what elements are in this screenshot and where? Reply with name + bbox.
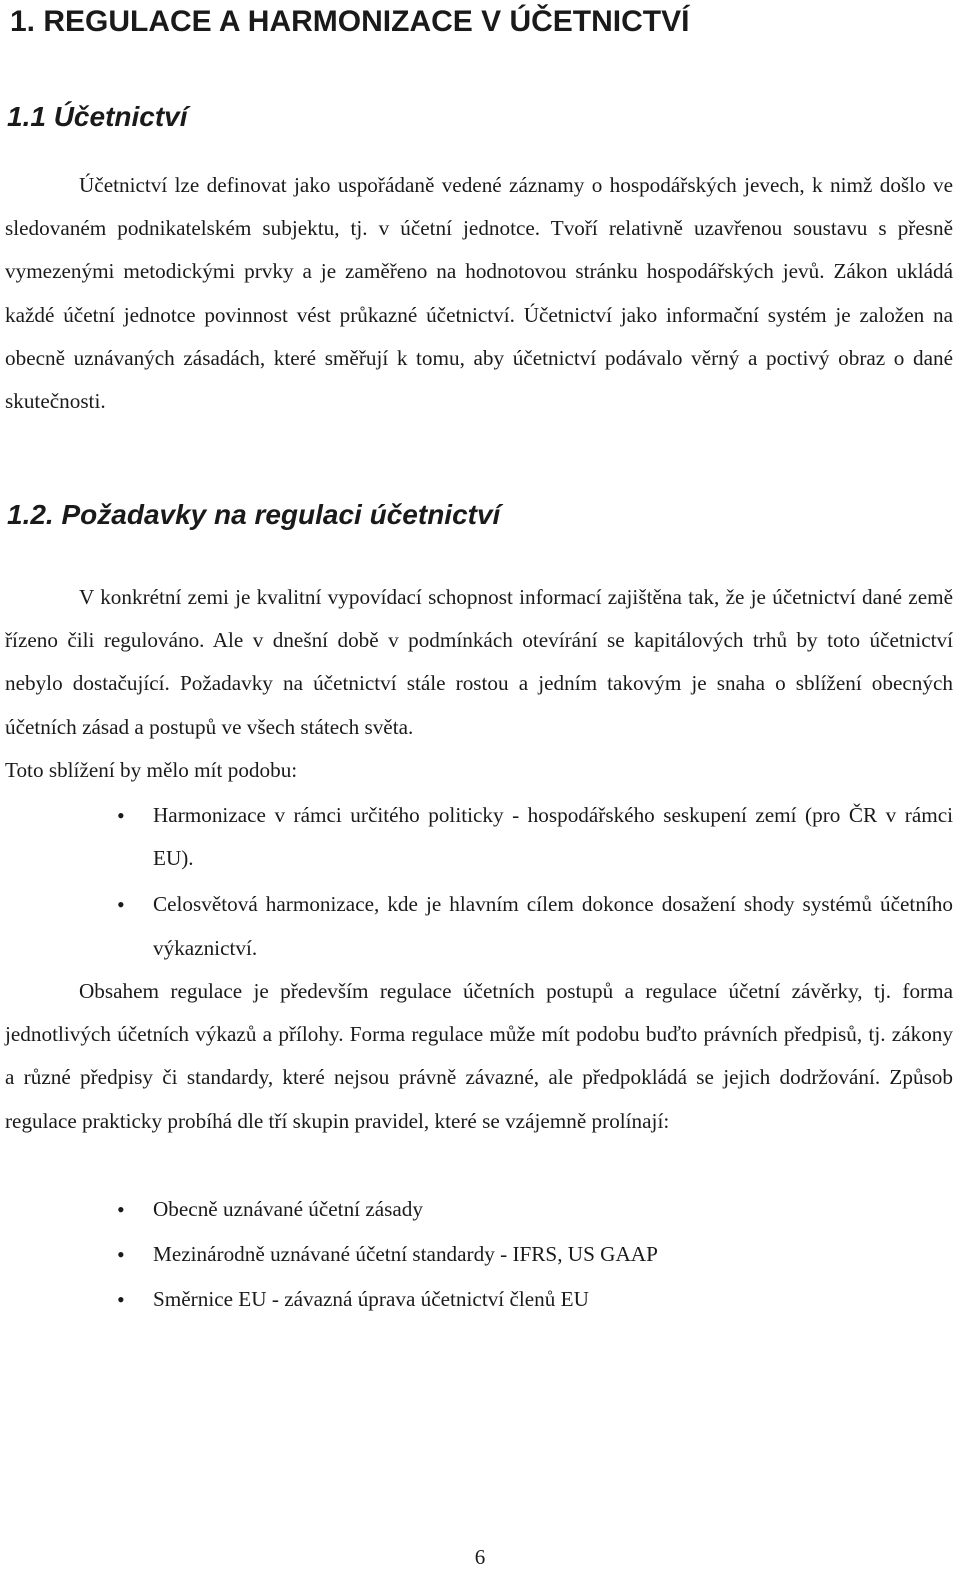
regulation-requirements-paragraph <box>5 576 953 792</box>
list-item-text: Harmonizace v rámci určitého politicky - hospodářského seskupení zemí (pro ČR v rámci EU). <box>153 803 953 871</box>
list-item <box>0 1188 953 1231</box>
convergence-form-intro: Toto sblížení by mělo mít podobu: <box>5 757 298 782</box>
chapter-heading: 1. REGULACE A HARMONIZACE V ÚČETNICTVÍ <box>10 5 690 38</box>
section-heading-regulation-requirements: 1.2. Požadavky na regulaci účetnictví <box>7 499 501 530</box>
list-item <box>0 883 953 969</box>
bullet-icon: • <box>117 1197 125 1222</box>
bullet-icon: • <box>117 1287 125 1312</box>
section-heading-accounting: 1.1 Účetnictví <box>7 101 188 132</box>
list-item-text: Směrnice EU - závazná úprava účetnictví členů EU <box>153 1287 589 1311</box>
regulation-requirements-text: V konkrétní zemi je kvalitní vypovídací schopnost informací zajištěna tak, že je účetnictví dané země řízeno čili regulováno. Ale v dnešní době v podmínkách otevírání se kapitálových trhů by toto účetnictví nebylo dostačující. Požadavky na účetnictví stále rostou a jedním takovým je snaha o sblížení obecných účetních zásad a postupů ve všech státech světa. <box>5 585 953 739</box>
bullet-icon: • <box>117 1242 125 1267</box>
page-number: 6 <box>474 1545 486 1569</box>
list-item <box>0 794 953 880</box>
list-item-text: Mezinárodně uznávané účetní standardy - IFRS, US GAAP <box>153 1242 658 1266</box>
list-item <box>0 1278 953 1321</box>
list-item <box>0 1233 953 1276</box>
regulation-content-paragraph: Obsahem regulace je především regulace účetních postupů a regulace účetní závěrky, tj. forma jednotlivých účetních výkazů a přílohy. Forma regulace může mít podobu buďto právních předpisů, tj. zákony a různé předpisy či standardy, které nejsou právně závazné, ale předpokládá se jejich dodržování. Způsob regulace prakticky probíhá dle tří skupin pravidel, které se vzájemně prolínají: <box>5 979 953 1133</box>
list-item-text: Obecně uznávané účetní zásady <box>153 1197 423 1221</box>
bullet-icon: • <box>117 892 125 918</box>
harmonization-list <box>0 794 953 973</box>
list-item-text: Celosvětová harmonizace, kde je hlavním cílem dokonce dosažení shody systémů účetního výkaznictví. <box>153 892 953 960</box>
bullet-icon: • <box>117 803 125 828</box>
accounting-definition-paragraph: Účetnictví lze definovat jako uspořádaně vedené záznamy o hospodářských jevech, k nimž došlo ve sledovaném podnikatelském subjektu, tj. v účetní jednotce. Tvoří relativně uzavřenou soustavu s přesně vymezenými metodickými prvky a je zaměřeno na hodnotovou stránku hospodářských jevů. Zákon ukládá každé účetní jednotce povinnost vést průkazné účetnictví. Účetnictví jako informační systém je založen na obecně uznávaných zásadách, které směřují k tomu, aby účetnictví podávalo věrný a poctivý obraz o dané skutečnosti. <box>5 173 953 414</box>
rule-groups-list <box>0 1188 953 1323</box>
